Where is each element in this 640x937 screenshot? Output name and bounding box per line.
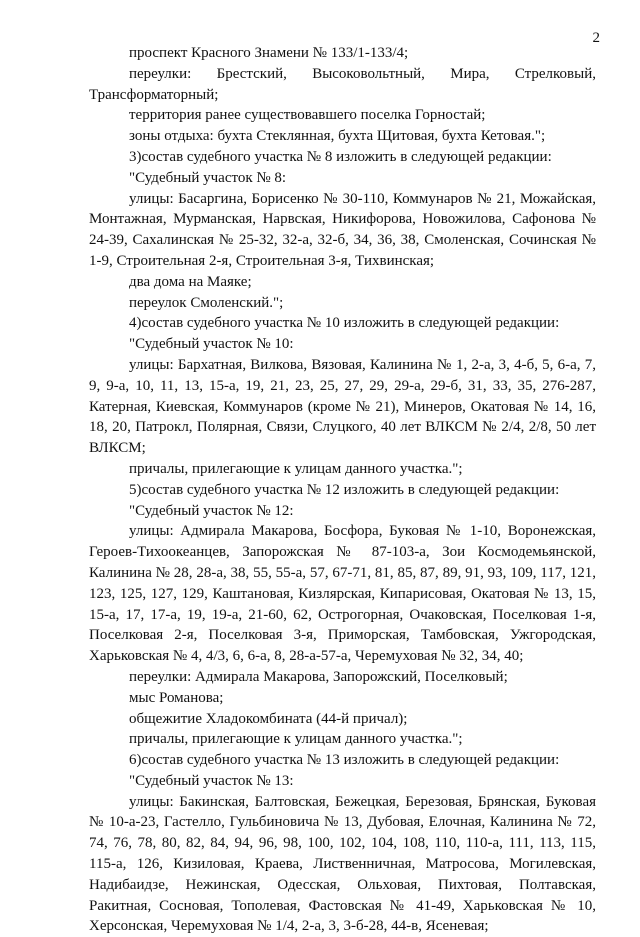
paragraph: 6)состав судебного участка № 13 изложить в следующей редакции: bbox=[129, 752, 560, 769]
paragraph: "Судебный участок № 13: bbox=[129, 772, 294, 789]
paragraph: общежитие Хладокомбината (44-й причал); bbox=[129, 710, 408, 727]
paragraph: переулки: Брестский, Высоковольтный, Мира, Стрелковый, Трансформаторный; bbox=[89, 65, 596, 103]
paragraph: причалы, прилегающие к улицам данного участка."; bbox=[129, 731, 463, 748]
paragraph: "Судебный участок № 10: bbox=[129, 336, 294, 353]
paragraph: 4)состав судебного участка № 10 изложить в следующей редакции: bbox=[129, 315, 560, 332]
paragraph: причалы, прилегающие к улицам данного участка."; bbox=[129, 460, 463, 477]
paragraph: улицы: Адмирала Макарова, Босфора, Буковая № 1-10, Воронежская, Героев-Тихоокеанцев, Запорожская № 87-103-а, Зои Космодемьянской, Калинина № 28, 28-а, 38, 55, 55-а, 57, 67-71, 81, 85, 87, 89, 91, 93, 109, 117, 121, 123, 125, 127, 129, Каштановая, Кизлярская, Кипарисовая, Окатовая № 13, 15, 15-а, 17, 17-а, 19, 19-а, 21-60, 62, Острогорная, Очаковская, Поселковая 1-я, Поселковая 2-я, Поселковая 3-я, Приморская, Тамбовская, Ужгородская, Харьковская № 4, 4/3, 6, 6-а, 8, 28-а-57-а, Черемуховая № 32, 34, 40; bbox=[89, 523, 596, 665]
paragraph: территория ранее существовавшего поселка Горностай; bbox=[129, 107, 486, 124]
paragraph: зоны отдыха: бухта Стеклянная, бухта Щитовая, бухта Кетовая."; bbox=[129, 128, 546, 145]
paragraph: улицы: Бархатная, Вилкова, Вязовая, Калинина № 1, 2-а, 3, 4-б, 5, 6-а, 7, 9, 9-а, 10, 11, 13, 15-а, 19, 21, 23, 25, 27, 29, 29-а, 29-б, 31, 33, 35, 276-287, Катерная, Киевская, Коммунаров (кроме № 21), Минеров, Окатовая № 14, 16, 18, 20, Патрокл, Полярная, Связи, Слуцкого, 40 лет ВЛКСМ № 2/4, 2/8, 50 лет ВЛКСМ; bbox=[89, 356, 596, 457]
paragraph: улицы: Басаргина, Борисенко № 30-110, Коммунаров № 21, Можайская, Монтажная, Мурманская, Нарвская, Никифорова, Новожилова, Сафонова № 24-39, Сахалинская № 25-32, 32-а, 32-б, 34, 36, 38, Смоленская, Сочинская № 1-9, Строительная 2-я, Строительная 3-я, Тихвинская; bbox=[89, 190, 596, 269]
paragraph: переулок Смоленский."; bbox=[129, 294, 284, 311]
page-number: 2 bbox=[592, 30, 600, 46]
document-body bbox=[89, 43, 596, 937]
paragraph: два дома на Маяке; bbox=[129, 273, 252, 290]
paragraph: мыс Романова; bbox=[129, 689, 224, 706]
paragraph: 3)состав судебного участка № 8 изложить в следующей редакции: bbox=[129, 148, 552, 165]
paragraph: улицы: Бакинская, Балтовская, Бежецкая, Березовая, Брянская, Буковая № 10-а-23, Гастелло, Гульбиновича № 13, Дубовая, Елочная, Калинина № 72, 74, 76, 78, 80, 82, 84, 94, 96, 98, 100, 102, 104, 108, 110, 110-а, 111, 113, 115, 115-а, 126, Кизиловая, Краева, Лиственничная, Матросова, Могилевская, Надибаидзе, Нежинская, Одесская, Ольховая, Пихтовая, Полтавская, Ракитная, Сосновая, Тополевая, Фастовская № 41-49, Харьковская № 10, Херсонская, Черемуховая № 1/4, 2-а, 3, 3-б-28, 44-в, Ясеневая; bbox=[89, 793, 596, 935]
paragraph: 5)состав судебного участка № 12 изложить в следующей редакции: bbox=[129, 481, 560, 498]
paragraph: проспект Красного Знамени № 133/1-133/4; bbox=[129, 45, 409, 61]
paragraph: "Судебный участок № 8: bbox=[129, 169, 287, 186]
paragraph: "Судебный участок № 12: bbox=[129, 502, 294, 519]
paragraph: переулки: Адмирала Макарова, Запорожский, Поселковый; bbox=[129, 668, 508, 685]
